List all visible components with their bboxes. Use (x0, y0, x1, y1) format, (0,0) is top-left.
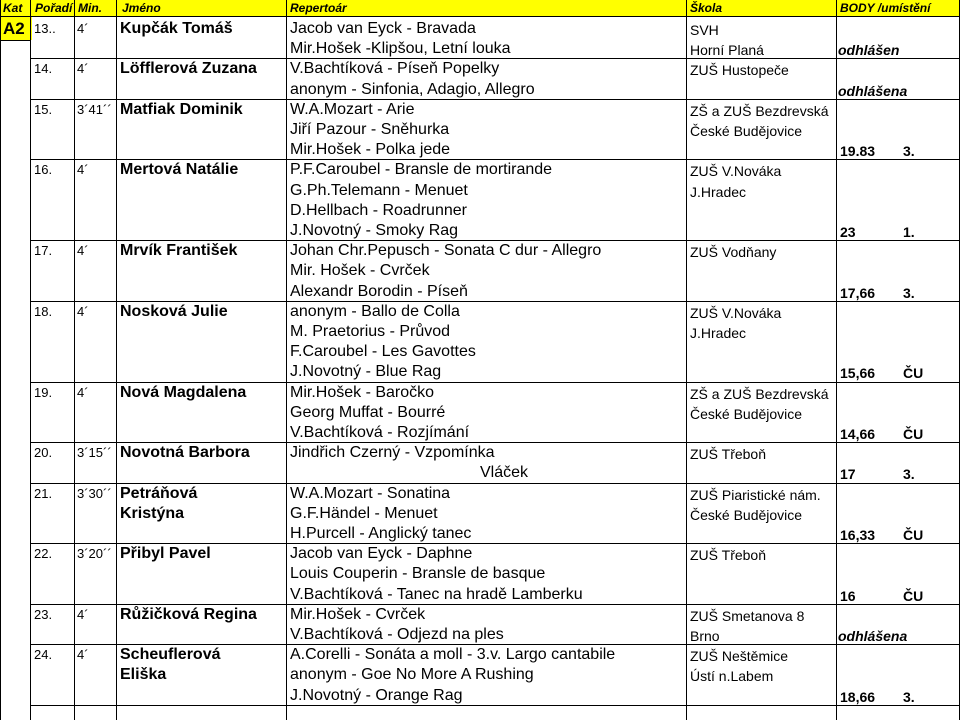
entry-minutes: 4´ (77, 384, 89, 400)
grid-line-horizontal (30, 705, 960, 706)
school-line: České Budějovice (690, 506, 803, 523)
entry-order: 21. (34, 485, 53, 501)
grid-line-horizontal (30, 543, 960, 544)
grid-line-vertical (74, 0, 75, 720)
school-line: ZUŠ V.Nováka (690, 304, 782, 321)
header-body: BODY /umístění (840, 1, 931, 15)
school-line: Brno (690, 628, 720, 644)
repertoire-line: V.Bachtíková - Odjezd na ples (290, 626, 504, 643)
grid-line-vertical (836, 0, 837, 720)
repertoire-line: J.Novotný - Smoky Rag (290, 222, 459, 239)
entry-name: Novotná Barbora (120, 444, 250, 462)
school-line: ZŠ a ZUŠ Bezdrevská (690, 385, 829, 402)
school-line: J.Hradec (690, 183, 747, 200)
repertoire-line: J.Novotný - Orange Rag (290, 686, 463, 704)
repertoire-line: V.Bachtíková - Tanec na hradě Lamberku (290, 585, 583, 603)
repertoire-line: A.Corelli - Sonáta a moll - 3.v. Largo cantabile (290, 646, 616, 664)
entry-minutes: 4´ (77, 647, 89, 663)
entry-name: Matfiak Dominik (120, 100, 243, 118)
repertoire-line: F.Caroubel - Les Gavottes (290, 343, 476, 361)
repertoire-line: Mir.Hošek -Klipšou, Letní louka (290, 40, 511, 58)
header-jmeno: Jméno (122, 1, 161, 15)
score: 16 (840, 587, 856, 604)
grid-line-horizontal (30, 604, 960, 605)
school-line: SVH (690, 22, 719, 38)
entry-minutes: 4´ (77, 303, 89, 319)
header-min: Min. (78, 1, 102, 15)
entry-order: 14. (34, 61, 53, 77)
school-line: ZUŠ Vodňany (690, 244, 777, 261)
placement: 3. (903, 284, 915, 301)
entry-name: Přibyl Pavel (120, 545, 211, 563)
entry-name: Kupčák Tomáš (120, 20, 233, 37)
status-withdrawn: odhlášena (838, 82, 908, 99)
entry-minutes: 3´30´´ (77, 485, 112, 501)
header-skola: Škola (690, 1, 723, 15)
score: 18,66 (840, 688, 876, 705)
repertoire-line: Jacob van Eyck - Bravada (290, 20, 476, 37)
entry-minutes: 4´ (77, 162, 89, 178)
repertoire-line: Georg Muffat - Bourré (290, 403, 446, 421)
repertoire-line: G.F.Händel - Menuet (290, 504, 438, 522)
placement: ČU (903, 527, 924, 543)
school-line: J.Hradec (690, 325, 747, 341)
repertoire-line: Jindřich Czerný - Vzpomínka (290, 444, 495, 462)
score: 17 (840, 466, 856, 483)
placement: 1. (903, 224, 915, 240)
score: 23 (840, 224, 856, 240)
repertoire-line: Vláček (480, 464, 529, 482)
entry-order: 24. (34, 647, 53, 663)
entry-order: 19. (34, 384, 53, 400)
grid-line-vertical (30, 0, 31, 720)
placement: ČU (903, 426, 924, 442)
score: 19.83 (840, 143, 876, 160)
status-withdrawn: odhlášena (838, 628, 908, 644)
entry-name: Mertová Natálie (120, 161, 239, 179)
placement: ČU (903, 587, 924, 604)
placement: ČU (903, 365, 924, 382)
entry-name: Mrvík František (120, 242, 238, 260)
repertoire-line: M. Praetorius - Průvod (290, 323, 451, 340)
school-line: ZUŠ Piaristické nám. (690, 486, 821, 503)
repertoire-line: H.Purcell - Anglický tanec (290, 525, 472, 542)
entry-order: 13.. (34, 21, 56, 36)
entry-name: Eliška (120, 666, 167, 684)
repertoire-line: Jiří Pazour - Sněhurka (290, 121, 450, 138)
placement: 3. (903, 143, 915, 160)
placement: 3. (903, 466, 915, 483)
school-line: ZŠ a ZUŠ Bezdrevská (690, 102, 829, 119)
entry-minutes: 3´20´´ (77, 546, 112, 562)
entry-minutes: 4´ (77, 21, 89, 36)
repertoire-line: Louis Couperin - Bransle de basque (290, 565, 546, 583)
repertoire-line: V.Bachtíková - Rozjímání (290, 424, 470, 441)
school-line: Horní Planá (690, 42, 764, 59)
grid-line-horizontal (30, 58, 960, 59)
score: 15,66 (840, 365, 876, 382)
entry-name: Nová Magdalena (120, 383, 247, 401)
repertoire-line: Johan Chr.Pepusch - Sonata C dur - Allegro (290, 242, 602, 260)
repertoire-line: P.F.Caroubel - Bransle de mortirande (290, 161, 553, 179)
entry-name: Scheuflerová (120, 646, 221, 664)
entry-name: Kristýna (120, 504, 185, 522)
school-line: České Budějovice (690, 405, 803, 422)
repertoire-line: V.Bachtíková - Píseň Popelky (290, 60, 500, 78)
entry-order: 17. (34, 243, 53, 259)
grid-line-vertical (686, 0, 687, 720)
repertoire-line: anonym - Ballo de Colla (290, 302, 460, 320)
repertoire-line: Mir.Hošek - Polka jede (290, 141, 451, 159)
status-withdrawn: odhlášen (838, 42, 900, 59)
repertoire-line: Mir. Hošek - Cvrček (290, 262, 430, 280)
entry-order: 20. (34, 445, 53, 461)
repertoire-line: G.Ph.Telemann - Menuet (290, 181, 468, 199)
entry-name: Růžičková Regina (120, 605, 257, 623)
school-line: ZUŠ Třeboň (690, 446, 766, 463)
grid-line-horizontal (30, 301, 960, 302)
school-line: České Budějovice (690, 123, 803, 139)
table-header (0, 0, 960, 16)
school-line: ZUŠ Neštěmice (690, 648, 789, 665)
header-poradi: Pořadí (35, 1, 73, 15)
grid-line-horizontal (30, 483, 960, 484)
school-line: ZUŠ Hustopeče (690, 62, 789, 79)
repertoire-line: Jacob van Eyck - Daphne (290, 545, 473, 563)
repertoire-line: W.A.Mozart - Sonatina (290, 484, 451, 502)
score: 16,33 (840, 527, 876, 543)
repertoire-line: Mir.Hošek - Baročko (290, 383, 435, 401)
grid-line-horizontal (0, 40, 30, 41)
entry-name: Löfflerová Zuzana (120, 60, 257, 78)
entry-name: Nosková Julie (120, 302, 228, 320)
category-label: A2 (0, 17, 32, 40)
repertoire-line: anonym - Goe No More A Rushing (290, 666, 534, 684)
school-line: ZUŠ Smetanova 8 (690, 607, 805, 624)
score: 14,66 (840, 426, 876, 442)
repertoire-line: D.Hellbach - Roadrunner (290, 201, 467, 219)
entry-minutes: 4´ (77, 243, 89, 259)
repertoire-line: Alexandr Borodin - Píseň (290, 282, 468, 300)
entry-minutes: 4´ (77, 606, 89, 622)
grid-line-horizontal (30, 240, 960, 241)
header-kat: Kat (3, 1, 23, 15)
entry-order: 23. (34, 606, 53, 622)
repertoire-line: anonym - Sinfonia, Adagio, Allegro (290, 80, 535, 98)
repertoire-line: J.Novotný - Blue Rag (290, 363, 442, 381)
grid-line-horizontal (0, 16, 960, 17)
school-line: Ústí n.Labem (690, 668, 774, 685)
repertoire-line: Mir.Hošek - Cvrček (290, 605, 426, 623)
entry-minutes: 3´15´´ (77, 445, 112, 461)
grid-line-vertical (0, 0, 1, 720)
header-repertoar: Repertoár (290, 1, 347, 15)
entry-order: 16. (34, 162, 53, 178)
entry-order: 22. (34, 546, 53, 562)
repertoire-line: W.A.Mozart - Arie (290, 100, 415, 118)
placement: 3. (903, 688, 915, 705)
score: 17,66 (840, 284, 876, 301)
school-line: ZUŠ V.Nováka (690, 163, 782, 180)
grid-line-horizontal (30, 442, 960, 443)
grid-line-horizontal (30, 644, 960, 645)
entry-minutes: 3´41´´ (77, 101, 112, 117)
grid-line-horizontal (30, 99, 960, 100)
entry-order: 18. (34, 303, 53, 319)
entry-minutes: 4´ (77, 61, 89, 77)
entry-name: Petráňová (120, 484, 198, 502)
school-line: ZUŠ Třeboň (690, 547, 766, 564)
grid-line-horizontal (30, 159, 960, 160)
grid-line-vertical (286, 0, 287, 720)
grid-line-vertical (116, 0, 117, 720)
grid-line-horizontal (30, 382, 960, 383)
entry-order: 15. (34, 101, 53, 117)
